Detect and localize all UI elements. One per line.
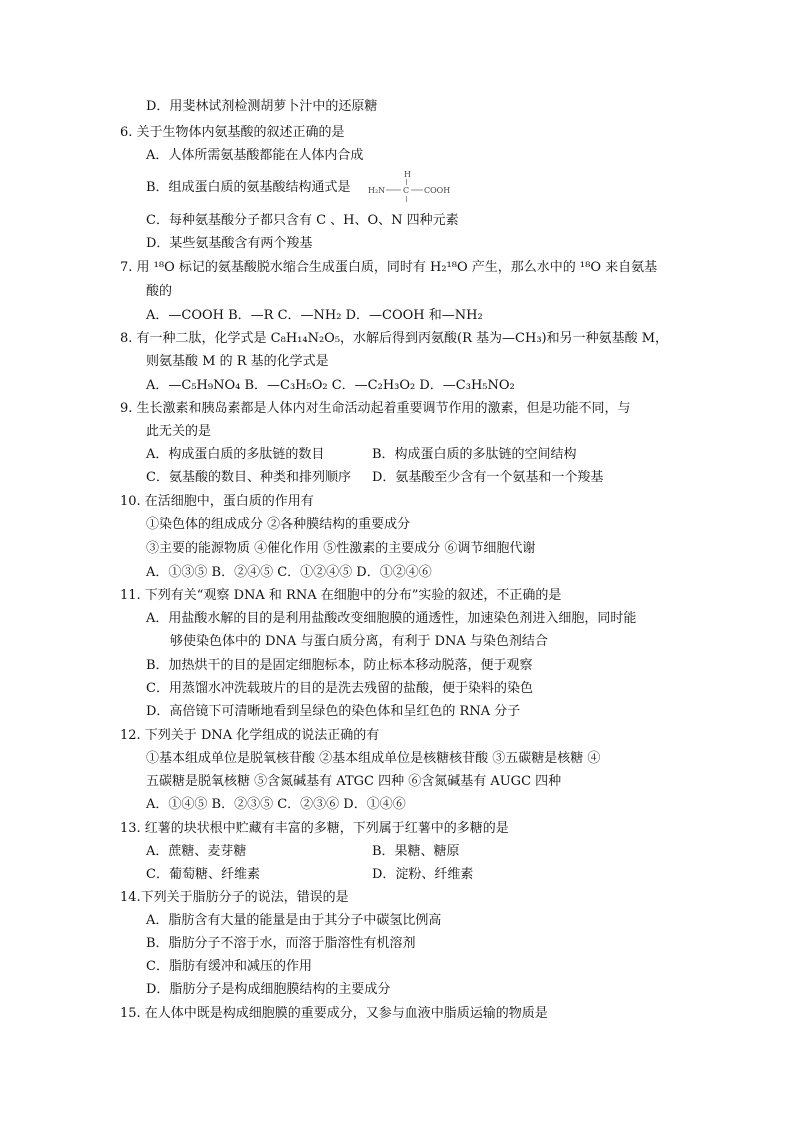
- q9-option-d: D．氨基酸至少含有一个氨基和一个羧基: [372, 470, 604, 485]
- q10-items-line2: ③主要的能源物质 ④催化作用 ⑤性激素的主要成分 ⑥调节细胞代谢: [146, 541, 536, 556]
- q14-option-a: A．脂肪含有大量的能量是由于其分子中碳氢比例高: [146, 913, 442, 928]
- q8-stem-line2: 则氨基酸 M 的 R 基的化学式是: [146, 354, 329, 369]
- formula-right-group: COOH: [424, 186, 451, 195]
- q12-items-line2: 五碳糖是脱氧核糖 ⑤含氮碱基有 ATGC 四种 ⑥含氮碱基有 AUGC 四种: [146, 774, 562, 789]
- q9-stem-line1: 9. 生长激素和胰岛素都是人体内对生命活动起着重要调节作用的激素，但是功能不同，与: [120, 401, 631, 416]
- q13-stem: 13. 红薯的块状根中贮藏有丰富的多糖，下列属于红薯中的多糖的是: [120, 821, 509, 836]
- q13-option-a: A．蔗糖、麦芽糖: [146, 844, 247, 859]
- q14-stem: 14.下列关于脂肪分子的说法，错误的是: [120, 890, 349, 905]
- q12-stem: 12. 下列关于 DNA 化学组成的说法正确的有: [120, 728, 380, 743]
- q7-options: A．—COOH B．—R C．—NH₂ D．—COOH 和—NH₂: [146, 308, 483, 323]
- q9-option-a: A．构成蛋白质的多肽链的数目: [146, 447, 325, 462]
- q13-option-c: C．葡萄糖、纤维素: [146, 867, 260, 882]
- q14-option-d: D．脂肪分子是构成细胞膜结构的主要成分: [146, 982, 391, 997]
- q11-option-d: D．高倍镜下可清晰地看到呈绿色的染色体和呈红色的 RNA 分子: [146, 704, 521, 719]
- q6-option-b: B．组成蛋白质的氨基酸结构通式是: [146, 180, 351, 195]
- q10-options: A．①③⑤ B．②④⑤ C．①②④⑤ D．①②④⑥: [146, 565, 432, 580]
- q11-stem: 11. 下列有关“观察 DNA 和 RNA 在细胞中的分布”实验的叙述，不正确的是: [120, 588, 562, 603]
- q11-option-a-line2: 够使染色体中的 DNA 与蛋白质分离，有利于 DNA 与染色剂结合: [170, 634, 548, 649]
- q12-items-line1: ①基本组成单位是脱氧核苷酸 ②基本组成单位是核糖核苷酸 ③五碳糖是核糖 ④: [146, 751, 601, 766]
- formula-top-h: H: [404, 170, 411, 179]
- q9-option-b: B．构成蛋白质的多肽链的空间结构: [372, 447, 577, 462]
- q6-option-d: D．某些氨基酸含有两个羧基: [146, 236, 313, 251]
- q7-stem-line1: 7. 用 ¹⁸O 标记的氨基酸脱水缩合生成蛋白质，同时有 H₂¹⁸O 产生，那么水中的 ¹⁸O 来自氨基: [120, 260, 658, 275]
- q14-option-b: B．脂肪分子不溶于水，而溶于脂溶性有机溶剂: [146, 936, 416, 951]
- q7-stem-line2: 酸的: [146, 284, 173, 299]
- q13-option-d: D．淀粉、纤维素: [372, 867, 474, 882]
- q15-stem: 15. 在人体中既是构成细胞膜的重要成分，又参与血液中脂质运输的物质是: [120, 1006, 548, 1021]
- formula-left-group: H₂N: [368, 186, 386, 195]
- q5-option-d: D．用斐林试剂检测胡萝卜汁中的还原糖: [146, 99, 378, 114]
- formula-center-c: C: [403, 186, 410, 195]
- q10-stem: 10. 在活细胞中，蛋白质的作用有: [120, 494, 314, 509]
- q8-options: A．—C₅H₉NO₄ B．—C₃H₅O₂ C．—C₂H₃O₂ D．—C₃H₅NO₂: [146, 378, 515, 393]
- q14-option-c: C．脂肪有缓冲和减压的作用: [146, 959, 312, 974]
- q13-option-b: B．果糖、糖原: [372, 844, 460, 859]
- q9-stem-line2: 此无关的是: [146, 424, 212, 439]
- q6-stem: 6. 关于生物体内氨基酸的叙述正确的是: [120, 125, 345, 140]
- q11-option-a-line1: A．用盐酸水解的目的是利用盐酸改变细胞膜的通透性，加速染色剂进入细胞，同时能: [146, 611, 637, 626]
- q10-items-line1: ①染色体的组成成分 ②各种膜结构的重要成分: [146, 517, 411, 532]
- q11-option-b: B．加热烘干的目的是固定细胞标本，防止标本移动脱落，便于观察: [146, 658, 533, 673]
- amino-acid-formula: [368, 168, 460, 208]
- q12-options: A．①④⑤ B．②③⑤ C．②③⑥ D．①④⑥: [146, 797, 406, 812]
- q8-stem-line1: 8. 有一种二肽，化学式是 C₈H₁₄N₂O₅，水解后得到丙氨酸(R 基为—CH₃)和另一种氨基酸 M，: [120, 331, 669, 346]
- q9-option-c: C．氨基酸的数目、种类和排列顺序: [146, 470, 351, 485]
- q6-option-c: C．每种氨基酸分子都只含有 C 、H、O、N 四种元素: [146, 213, 459, 228]
- q6-option-a: A．人体所需氨基酸都能在人体内合成: [146, 148, 364, 163]
- q11-option-c: C．用蒸馏水冲洗载玻片的目的是洗去残留的盐酸，便于染料的染色: [146, 681, 533, 696]
